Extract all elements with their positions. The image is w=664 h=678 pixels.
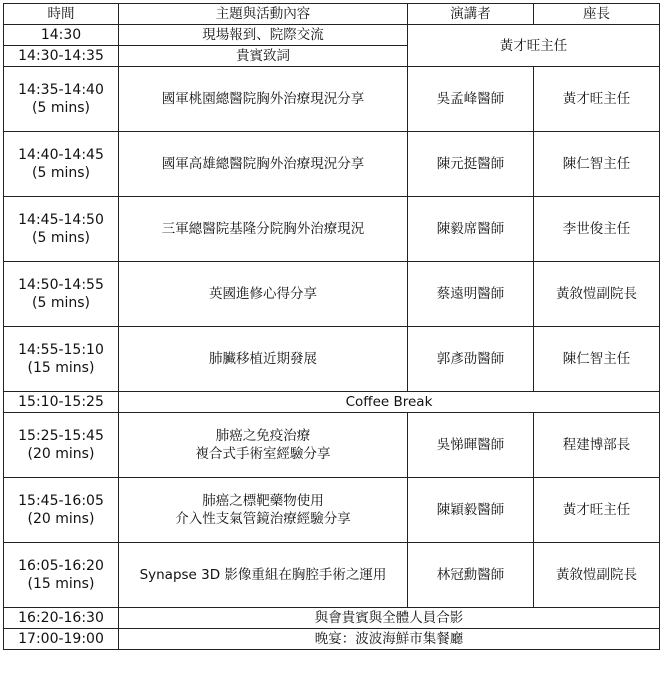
table-row (4, 478, 660, 543)
table-row (4, 413, 660, 478)
chair-cell: 黃敘愷副院長 (534, 543, 660, 608)
time-cell (4, 197, 119, 262)
speaker-cell: 吳孟峰醫師 (408, 67, 534, 132)
topic-cell: 英國進修心得分享 (119, 262, 408, 327)
table-row (4, 629, 660, 650)
topic-line: 複合式手術室經驗分享 (195, 446, 331, 462)
time-cell (4, 478, 119, 543)
header-row (4, 4, 660, 25)
topic-cell: 國軍高雄總醫院胸外治療現況分享 (119, 132, 408, 197)
table-row (4, 132, 660, 197)
time-cell (4, 327, 119, 392)
header-time: 時間 (4, 4, 119, 25)
duration: (5 mins) (32, 100, 90, 116)
chair-cell: 李世俊主任 (534, 197, 660, 262)
topic-cell: 肺臟移植近期發展 (119, 327, 408, 392)
table-row (4, 543, 660, 608)
topic-cell: Synapse 3D 影像重組在胸腔手術之運用 (119, 543, 408, 608)
table-row (4, 67, 660, 132)
time-cell: 15:10-15:25 (4, 392, 119, 413)
topic-cell: 現場報到、院際交流 (119, 25, 408, 46)
chair-cell: 陳仁智主任 (534, 327, 660, 392)
duration: (15 mins) (27, 576, 95, 592)
activity-cell: 晚宴：波波海鮮市集餐廳 (119, 629, 660, 650)
table-row (4, 608, 660, 629)
duration: (15 mins) (27, 360, 95, 376)
topic-cell: 貴賓致詞 (119, 46, 408, 67)
chair-cell: 陳仁智主任 (534, 132, 660, 197)
duration: (20 mins) (27, 511, 95, 527)
time-range: 14:45-14:50 (18, 212, 104, 228)
speaker-cell: 蔡遠明醫師 (408, 262, 534, 327)
time-cell (4, 543, 119, 608)
time-cell (4, 132, 119, 197)
table-row (4, 327, 660, 392)
break-cell: Coffee Break (119, 392, 660, 413)
speaker-cell: 吳悌暉醫師 (408, 413, 534, 478)
time-range: 15:25-15:45 (18, 428, 104, 444)
topic-line: 介入性支氣管鏡治療經驗分享 (175, 511, 351, 527)
chair-cell: 黃才旺主任 (534, 67, 660, 132)
opening-chair-cell: 黃才旺主任 (408, 25, 660, 67)
agenda-table (3, 3, 660, 650)
time-cell: 17:00-19:00 (4, 629, 119, 650)
duration: (5 mins) (32, 230, 90, 246)
time-cell (4, 67, 119, 132)
topic-cell: 三軍總醫院基隆分院胸外治療現況 (119, 197, 408, 262)
duration: (20 mins) (27, 446, 95, 462)
speaker-cell: 陳元挺醫師 (408, 132, 534, 197)
time-range: 14:50-14:55 (18, 277, 104, 293)
topic-cell: 國軍桃園總醫院胸外治療現況分享 (119, 67, 408, 132)
speaker-cell: 郭彥劭醫師 (408, 327, 534, 392)
topic-line: 肺癌之免疫治療 (215, 428, 311, 444)
topic-line: 肺癌之標靶藥物使用 (202, 493, 324, 509)
speaker-cell: 陳穎毅醫師 (408, 478, 534, 543)
chair-cell: 黃才旺主任 (534, 478, 660, 543)
header-speaker: 演講者 (408, 4, 534, 25)
header-topic: 主題與活動內容 (119, 4, 408, 25)
activity-cell: 與會貴賓與全體人員合影 (119, 608, 660, 629)
table-row (4, 25, 660, 46)
chair-cell: 黃敘愷副院長 (534, 262, 660, 327)
time-range: 16:05-16:20 (18, 558, 104, 574)
time-range: 14:55-15:10 (18, 342, 104, 358)
time-cell: 14:30-14:35 (4, 46, 119, 67)
table-row (4, 197, 660, 262)
time-range: 14:35-14:40 (18, 82, 104, 98)
time-cell: 16:20-16:30 (4, 608, 119, 629)
time-range: 14:40-14:45 (18, 147, 104, 163)
table-row (4, 262, 660, 327)
topic-cell (119, 413, 408, 478)
topic-cell (119, 478, 408, 543)
chair-cell: 程建博部長 (534, 413, 660, 478)
duration: (5 mins) (32, 165, 90, 181)
time-cell (4, 262, 119, 327)
speaker-cell: 陳毅席醫師 (408, 197, 534, 262)
time-cell (4, 413, 119, 478)
header-chair: 座長 (534, 4, 660, 25)
table-row (4, 392, 660, 413)
speaker-cell: 林冠勳醫師 (408, 543, 534, 608)
duration: (5 mins) (32, 295, 90, 311)
time-range: 15:45-16:05 (18, 493, 104, 509)
time-cell: 14:30 (4, 25, 119, 46)
